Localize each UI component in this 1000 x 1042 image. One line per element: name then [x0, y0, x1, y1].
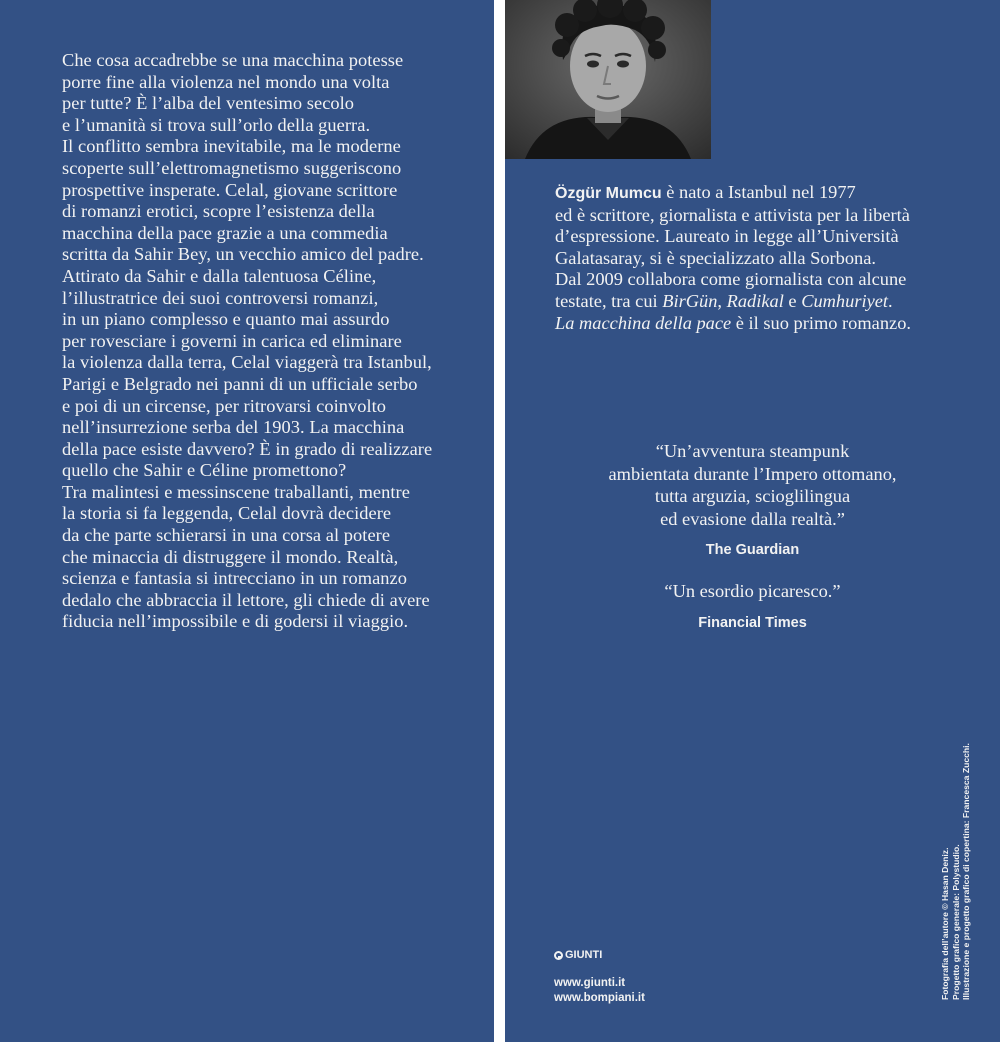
- synopsis-line: Parigi e Belgrado nei panni di un ufficiale serbo: [62, 373, 418, 394]
- bio-text: è il suo primo romanzo.: [731, 312, 911, 333]
- bio-text: ,: [717, 290, 727, 311]
- synopsis-line: nell’insurrezione serba del 1903. La macchina: [62, 417, 405, 438]
- publisher-logo-text: GIUNTI: [565, 949, 603, 961]
- bio-text: .: [888, 290, 893, 311]
- quote-source: Financial Times: [698, 614, 807, 631]
- synopsis-line: Attirato da Sahir e dalla talentuosa Céline,: [62, 265, 377, 286]
- synopsis-line: la storia si fa leggenda, Celal dovrà decidere: [62, 503, 392, 524]
- publisher-links: [554, 976, 645, 1006]
- fold-divider: [494, 0, 505, 1042]
- publisher-logo: [554, 949, 602, 961]
- website-link[interactable]: www.bompiani.it: [554, 992, 645, 1004]
- synopsis-line: per tutte? È l’alba del ventesimo secolo: [62, 93, 355, 114]
- synopsis-line: Che cosa accadrebbe se una macchina potesse: [62, 50, 404, 70]
- synopsis-line: in un piano complesso e quanto mai assurdo: [62, 309, 390, 330]
- press-quote: [505, 440, 1000, 562]
- newspaper-title: Cumhuriyet: [801, 290, 889, 311]
- quote-source: The Guardian: [705, 542, 800, 558]
- synopsis-line: scoperte sull’elettromagnetismo suggeriscono: [62, 157, 402, 178]
- book-title: La macchina della pace: [555, 312, 732, 333]
- synopsis-line: macchina della pace grazie a una commedia: [62, 222, 388, 243]
- synopsis-line: e l’umanità si trova sull’orlo della guerra.: [62, 114, 371, 135]
- credit-line: Illustrazione e progetto grafico di copertina: Francesca Zucchi.: [961, 743, 971, 1000]
- synopsis-line: scritta da Sahir Bey, un vecchio amico del padre.: [62, 244, 424, 265]
- author-name: Özgür Mumcu: [555, 185, 662, 202]
- synopsis-line: da che parte schierarsi in una corsa al potere: [62, 525, 391, 546]
- bio-line: ed è scrittore, giornalista e attivista per la libertà: [555, 204, 910, 225]
- quote-line: “Un esordio picaresco.”: [664, 581, 841, 601]
- credit-line: Fotografia dell’autore © Hasan Deniz.: [940, 847, 950, 1000]
- synopsis-line: la violenza dalla terra, Celal viaggerà tra Istanbul,: [62, 352, 432, 373]
- synopsis-line: Il conflitto sembra inevitabile, ma le moderne: [62, 136, 401, 157]
- synopsis-line: quello che Sahir e Céline promettono?: [62, 460, 347, 481]
- synopsis-line: dedalo che abbraccia il lettore, gli chiede di avere: [62, 589, 430, 610]
- synopsis-line: prospettive insperate. Celal, giovane scrittore: [62, 179, 398, 200]
- synopsis-line: della pace esiste davvero? È in grado di realizzare: [62, 438, 433, 459]
- synopsis-line: scienza e fantasia si intrecciano in un romanzo: [62, 568, 407, 589]
- bio-line: Dal 2009 collabora come giornalista con alcune: [555, 269, 907, 290]
- quote-line: ed evasione dalla realtà.”: [660, 508, 845, 529]
- bio-text: testate, tra cui: [555, 290, 663, 311]
- author-photo: [505, 0, 711, 159]
- quote-line: ambientata durante l’Impero ottomano,: [608, 463, 897, 484]
- quote-line: tutta arguzia, scioglilingua: [654, 486, 851, 506]
- synopsis-line: che minaccia di distruggere il mondo. Realtà,: [62, 546, 399, 567]
- author-portrait-image: [505, 0, 711, 159]
- synopsis-line: e poi di un circense, per ritrovarsi coinvolto: [62, 395, 387, 416]
- quote-line: “Un’avventura steampunk: [655, 441, 850, 461]
- synopsis-line: l’illustratrice dei suoi controversi romanzi,: [62, 287, 379, 308]
- bio-line: Galatasaray, si è specializzato alla Sorbona.: [555, 247, 877, 268]
- newspaper-title: BirGün: [662, 290, 718, 311]
- synopsis-line: fiducia nell’impossibile e di godersi il viaggio.: [62, 611, 409, 632]
- synopsis-line: di romanzi erotici, scopre l’esistenza della: [62, 201, 375, 222]
- giunti-g-icon: [554, 951, 563, 960]
- synopsis-text: [62, 50, 482, 633]
- press-quote: [505, 580, 1000, 634]
- bio-text: è nato a Istanbul nel 1977: [661, 182, 856, 202]
- website-link[interactable]: www.giunti.it: [554, 977, 626, 989]
- synopsis-line: porre fine alla violenza nel mondo una volta: [62, 71, 390, 92]
- author-bio: [555, 182, 975, 334]
- photo-credits: [940, 743, 972, 1000]
- newspaper-title: Radikal: [726, 290, 784, 311]
- synopsis-line: per rovesciare i governi in carica ed eliminare: [62, 330, 402, 351]
- credit-line: Progetto grafico generale: Polystudio.: [950, 844, 961, 1000]
- bio-line: d’espressione. Laureato in legge all’Università: [555, 226, 899, 247]
- bio-text: e: [783, 290, 802, 311]
- synopsis-line: Tra malintesi e messinscene traballanti, mentre: [62, 481, 410, 502]
